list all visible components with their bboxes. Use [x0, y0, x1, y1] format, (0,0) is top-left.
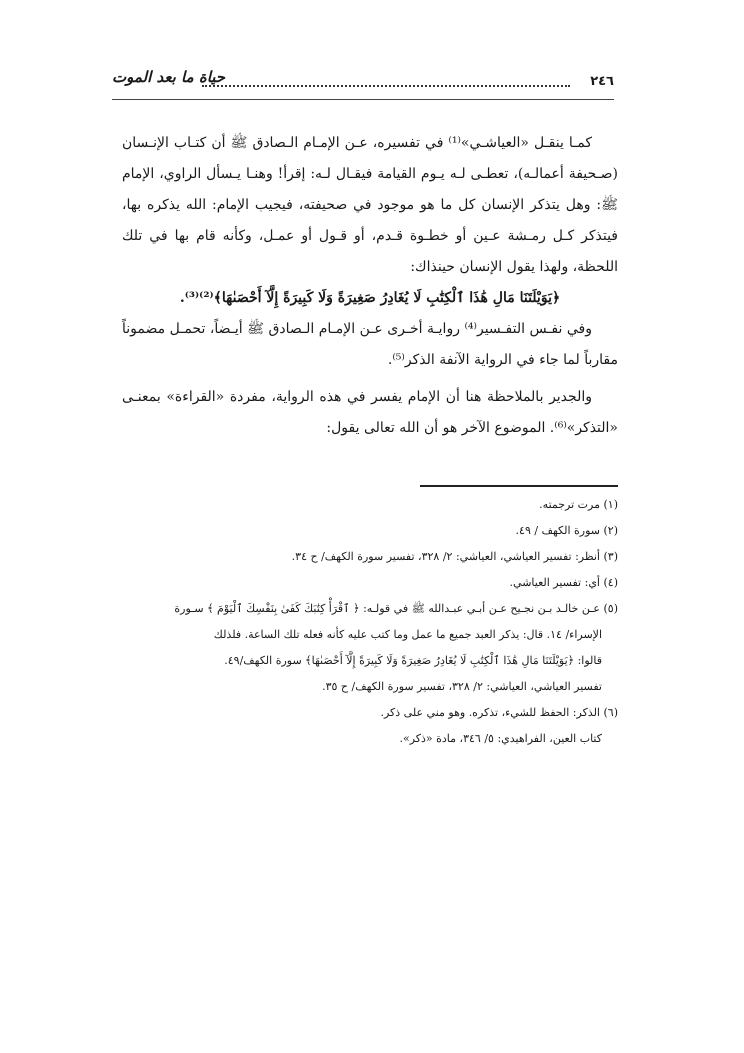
footnote-6-line-2: كتاب العين، الفراهيدي: ٥/ ٣٤٦، مادة «ذكر».	[399, 732, 602, 745]
page-header	[112, 68, 614, 98]
paragraph-2: وفي نفـس التفـسير⁽⁴⁾ روايـة أخـرى عـن الإمـام الـصادق ﷺ أيـضاً، تحمـل مضموناً مقارباً لما جاء في الرواية الآنفة الذكر⁽⁵⁾.	[122, 321, 618, 368]
footnote-5-line-3: قالوا: ﴿يَوَيْلَتَنَا مَالِ هَٰذَا ٱلْكِتَٰبِ لَا يُغَادِرُ صَغِيرَةً وَلَا كَبِيرَةً إِلَّآ أَحْصَىٰهَا﴾ سورة الكهف/٤٩.	[224, 654, 602, 667]
footnote-6-line-1: (٦) الذكر: الحفظ للشيء، تذكره. وهو مني على ذكر.	[380, 706, 618, 719]
footnote-separator	[420, 485, 618, 487]
quran-verse: ﴿يَوَيْلَتَنَا مَالِ هَٰذَا ٱلْكِتَٰبِ لَا يُغَادِرُ صَغِيرَةً وَلَا كَبِيرَةً إِلَّآ أَحْصَىٰهَا﴾⁽²⁾⁽³⁾.	[179, 290, 561, 306]
book-title-calligraphy: حياة ما بعد الموت	[112, 68, 226, 86]
main-text	[122, 128, 618, 444]
footnote-4: (٤) أي: تفسير العياشي.	[509, 576, 618, 589]
page-number: ٢٤٦	[590, 74, 614, 89]
paragraph-1: كمـا ينقـل «العياشـي»⁽¹⁾ في تفسيره، عـن الإمـام الـصادق ﷺ أن كتـاب الإنـسان (صـحيفة أعمالـه)، تعطـى لـه يـوم القيامة فيقـال لـه: إقرأ! وهنـا يـسأل الراوي، الإمام ﷺ: وهل يتذكر الإنسان كل ما هو موجود في صحيفته، فيجيب الإمام: الله يذكره بها، فيتذكر كـل رمـشة عـين أو خطـوة قـدم، أو قـول أو عمـل، وكأنه قام بها في تلك اللحظة، ولهذا يقول الإنسان حينذاك:	[122, 135, 618, 275]
footnote-1: (١) مرت ترجمته.	[539, 498, 618, 511]
footnotes	[118, 492, 618, 752]
footnote-5-line-1: (٥) عـن خالـد بـن نجـيح عـن أبـي عبـدالله ﷺ في قولـه: ﴿ ٱقْرَأْ كِتَٰبَكَ كَفَىٰ بِنَفْسِكَ ٱلْيَوْمَ ﴾ سـورة	[174, 602, 618, 615]
footnote-2: (٢) سورة الكهف / ٤٩.	[515, 524, 618, 537]
footnote-5-line-4: تفسير العياشي، العياشي: ٢/ ٣٢٨، تفسير سورة الكهف/ ح ٣٥.	[322, 680, 602, 693]
paragraph-3: والجدير بالملاحظة هنا أن الإمام يفسر في هذه الرواية، مفردة «القراءة» بمعنـى «التذكر»⁽⁶⁾. الموضوع الآخر هو أن الله تعالى يقول:	[122, 389, 618, 436]
header-dotted-leader	[202, 85, 570, 87]
header-rule	[112, 99, 614, 100]
footnote-3: (٣) أنظر: تفسير العياشي، العياشي: ٢/ ٣٢٨، تفسير سورة الكهف/ ح ٣٤.	[291, 550, 618, 563]
footnote-5-line-2: الإسراء/ ١٤. قال: يذكر العبد جميع ما عمل وما كتب عليه كأنه فعله تلك الساعة. فلذلك	[213, 628, 602, 641]
